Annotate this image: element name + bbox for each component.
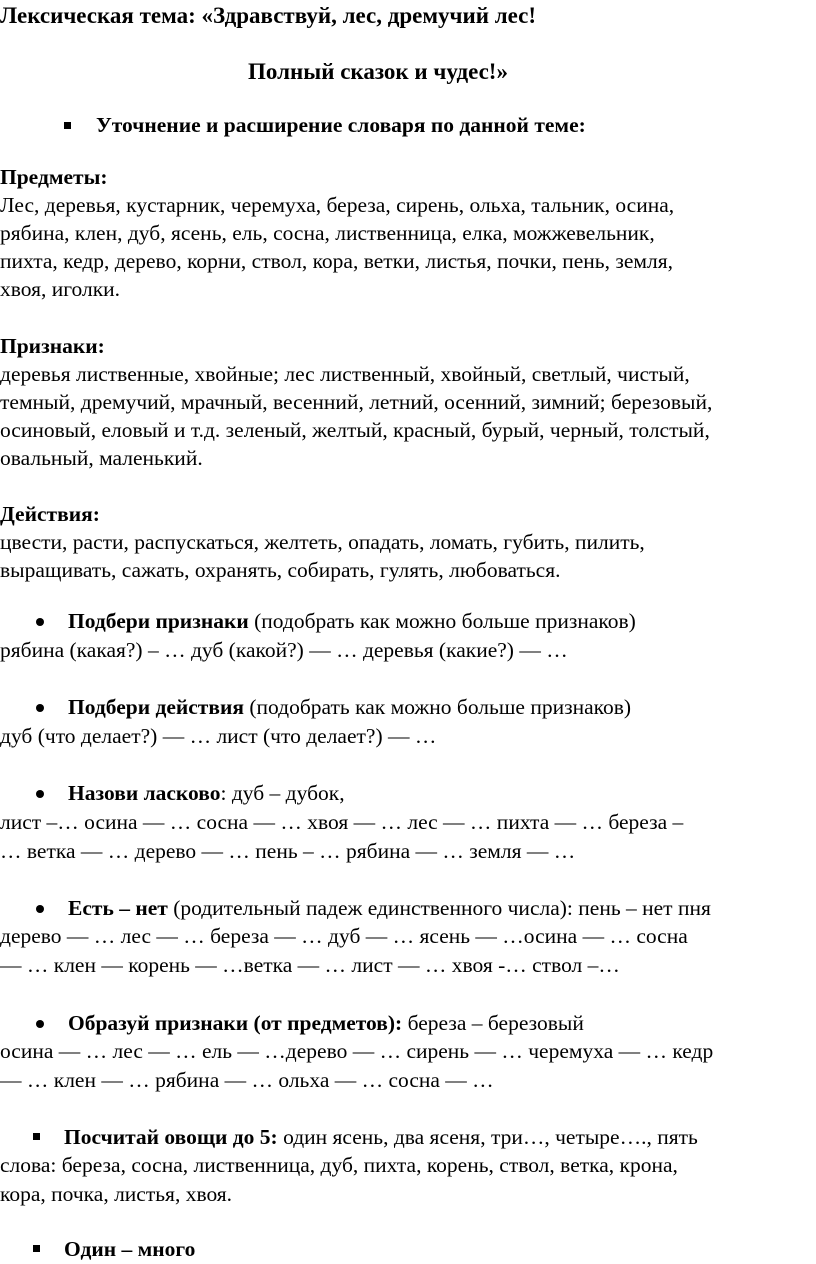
attributes-line-2: темный, дремучий, мрачный, весенний, летний, осенний, зимний; березовый, xyxy=(0,390,713,414)
actions-heading: Действия: xyxy=(0,502,100,526)
objects-heading: Предметы: xyxy=(0,165,108,189)
square-bullet-icon xyxy=(64,122,71,129)
exercise-2-line-1: дуб (что делает?) — … лист (что делает?) — … xyxy=(0,724,437,748)
round-bullet-icon xyxy=(36,905,44,913)
count-task-title: Посчитай овощи до 5: xyxy=(64,1125,278,1149)
exercise-1-line-1: рябина (какая?) – … дуб (какой?) — … деревья (какие?) — … xyxy=(0,638,568,662)
exercise-5-line-1: осина — … лес — … ель — …дерево — … сирень — … черемуха — … кедр xyxy=(0,1039,714,1063)
exercise-4-title: Есть – нет xyxy=(68,896,168,920)
round-bullet-icon xyxy=(36,790,44,798)
exercise-1-heading xyxy=(68,607,636,636)
actions-line-2: выращивать, сажать, охранять, собирать, гулять, любоваться. xyxy=(0,558,561,582)
exercise-2-title: Подбери действия xyxy=(68,695,244,719)
round-bullet-icon xyxy=(36,1020,44,1028)
exercise-3-heading xyxy=(68,779,345,808)
round-bullet-icon xyxy=(36,618,44,626)
square-bullet-icon xyxy=(33,1245,40,1252)
page-title-line-2: Полный сказок и чудес!» xyxy=(248,59,508,84)
exercise-3-title: Назови ласково xyxy=(68,781,221,805)
attributes-heading: Признаки: xyxy=(0,334,105,358)
page-title-line-1: Лексическая тема: «Здравствуй, лес, дремучий лес! xyxy=(0,3,536,28)
exercise-2-heading xyxy=(68,693,631,722)
round-bullet-icon xyxy=(36,704,44,712)
count-task-heading xyxy=(64,1123,698,1152)
objects-line-4: хвоя, иголки. xyxy=(0,277,121,301)
exercise-5-title: Образуй признаки (от предметов): xyxy=(68,1011,403,1035)
exercise-4-rest: (родительный падеж единственного числа): пень – нет пня xyxy=(167,896,711,920)
exercise-3-line-2: … ветка — … дерево — … пень – … рябина — … земля — … xyxy=(0,839,576,863)
exercise-1-title: Подбери признаки xyxy=(68,609,249,633)
square-bullet-icon xyxy=(33,1133,40,1140)
attributes-line-1: деревья лиственные, хвойные; лес лиственный, хвойный, светлый, чистый, xyxy=(0,362,690,386)
objects-line-3: пихта, кедр, дерево, корни, ствол, кора, ветки, листья, почки, пень, земля, xyxy=(0,249,673,273)
exercise-4-line-2: — … клен — корень — …ветка — … лист — … хвоя -… ствол –… xyxy=(0,953,620,977)
count-task-line-1: слова: береза, сосна, лиственница, дуб, пихта, корень, ствол, ветка, крона, xyxy=(0,1153,678,1177)
exercise-3-line-1: лист –… осина — … сосна — … хвоя — … лес — … пихта — … береза – xyxy=(0,810,684,834)
objects-line-1: Лес, деревья, кустарник, черемуха, береза, сирень, ольха, тальник, осина, xyxy=(0,193,675,217)
exercise-4-heading xyxy=(68,894,711,923)
one-many-heading: Один – много xyxy=(64,1237,196,1261)
actions-line-1: цвести, расти, распускаться, желтеть, опадать, ломать, губить, пилить, xyxy=(0,530,645,554)
objects-line-2: рябина, клен, дуб, ясень, ель, сосна, лиственница, елка, можжевельник, xyxy=(0,221,655,245)
attributes-line-4: овальный, маленький. xyxy=(0,446,203,470)
vocab-heading: Уточнение и расширение словаря по данной теме: xyxy=(96,113,586,137)
exercise-2-rest: (подобрать как можно больше признаков) xyxy=(244,695,632,719)
count-task-line-2: кора, почка, листья, хвоя. xyxy=(0,1182,233,1206)
exercise-1-rest: (подобрать как можно больше признаков) xyxy=(248,609,636,633)
exercise-5-line-2: — … клен — … рябина — … ольха — … сосна — … xyxy=(0,1068,494,1092)
exercise-5-rest: береза – березовый xyxy=(402,1011,584,1035)
exercise-5-heading xyxy=(68,1009,584,1038)
attributes-line-3: осиновый, еловый и т.д. зеленый, желтый, красный, бурый, черный, толстый, xyxy=(0,418,710,442)
exercise-3-rest: : дуб – дубок, xyxy=(220,781,345,805)
count-task-rest: один ясень, два ясеня, три…, четыре…., пять xyxy=(277,1125,698,1149)
exercise-4-line-1: дерево — … лес — … береза — … дуб — … ясень — …осина — … сосна xyxy=(0,924,688,948)
